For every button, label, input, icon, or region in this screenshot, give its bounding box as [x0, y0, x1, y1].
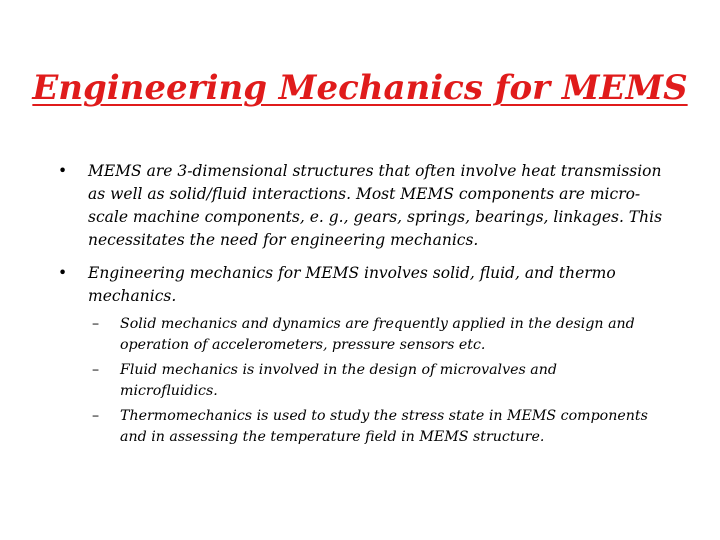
sub-bullet-item: [88, 406, 648, 448]
sub-bullet-item: [88, 360, 648, 402]
sub-bullet-item: [88, 314, 648, 356]
bullet-text: Engineering mechanics for MEMS involves solid, fluid, and thermo mechanics.: [88, 264, 616, 305]
sub-bullet-marker: –: [92, 408, 100, 424]
bullet-text: MEMS are 3-dimensional structures that often involve heat transmission as well as solid/fluid interactions. Most MEMS components are micro-scale machine components, e. g., gears, springs, bearings, linkages. This necessitates the need for engineering mechanics.: [88, 162, 663, 249]
bullet-marker: •: [58, 264, 68, 282]
sub-bullet-text: Thermomechanics is used to study the stress state in MEMS components and in assessing the temperature field in MEMS structure.: [120, 408, 648, 445]
bullet-item: [56, 262, 666, 448]
sub-bullet-marker: –: [92, 316, 100, 332]
bullet-marker: •: [58, 162, 68, 180]
bullet-list: [56, 160, 666, 458]
sub-bullet-text: Solid mechanics and dynamics are frequently applied in the design and operation of accelerometers, pressure sensors etc.: [120, 316, 635, 353]
sub-bullet-list: [88, 314, 648, 448]
slide-title: Engineering Mechanics for MEMS: [32, 68, 688, 108]
sub-bullet-text: Fluid mechanics is involved in the design of microvalves and microfluidics.: [120, 362, 557, 399]
bullet-item: [56, 160, 666, 252]
sub-bullet-marker: –: [92, 362, 100, 378]
